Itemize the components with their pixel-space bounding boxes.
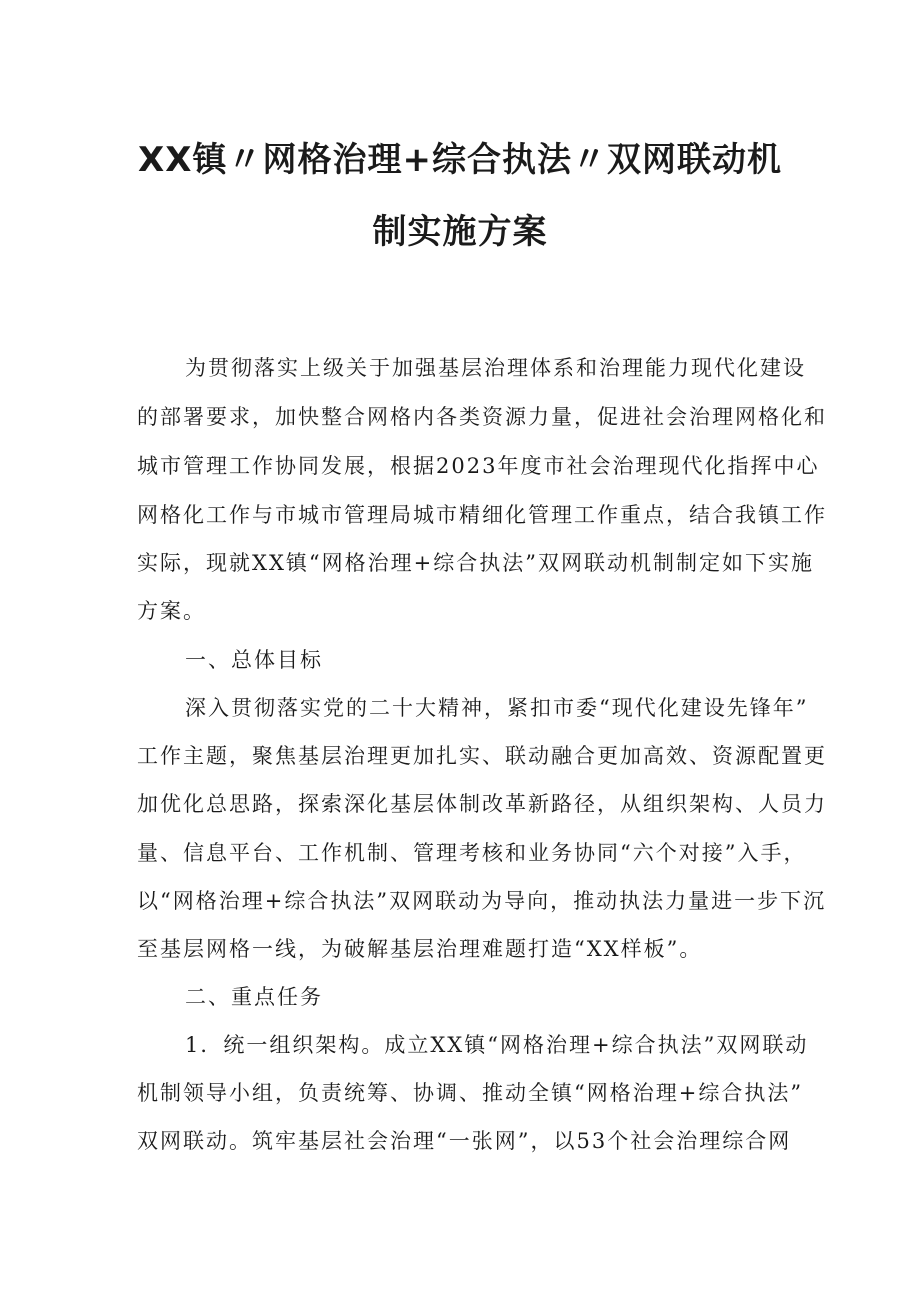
body-text-line: 网格化工作与市城市管理局城市精细化管理工作重点，结合我镇工作 xyxy=(137,503,827,527)
section-heading: 一、总体目标 xyxy=(185,648,323,672)
body-text-line: 方案。 xyxy=(137,599,206,623)
body-text-line: 量、信息平台、工作机制、管理考核和业务协同“六个对接”入手， xyxy=(137,841,807,865)
body-text-line: 工作主题，聚焦基层治理更加扎实、联动融合更加高效、资源配置更 xyxy=(137,744,827,768)
document-title-line-1: XX镇〃网格治理+综合执法〃双网联动机 xyxy=(138,140,782,180)
body-text-line: 机制领导小组，负责统筹、协调、推动全镇“网格治理+综合执法” xyxy=(137,1081,804,1105)
body-text-line: 以“网格治理+综合执法”双网联动为导向，推动执法力量进一步下沉 xyxy=(137,889,827,913)
body-text-line: 实际，现就XX镇“网格治理+综合执法”双网联动机制制定如下实施 xyxy=(137,551,814,575)
body-text-line: 深入贯彻落实党的二十大精神，紧扣市委“现代化建设先锋年” xyxy=(185,696,809,720)
body-text-line: 双网联动。筑牢基层社会治理“一张网”，以53个社会治理综合网 xyxy=(137,1129,792,1153)
section-heading: 二、重点任务 xyxy=(185,985,323,1009)
body-text-line: 1．统一组织架构。成立XX镇“网格治理+综合执法”双网联动 xyxy=(185,1033,809,1057)
body-text-line: 加优化总思路，探索深化基层体制改革新路径，从组织架构、人员力 xyxy=(137,792,827,816)
body-text-line: 至基层网格一线，为破解基层治理难题打造“XX样板”。 xyxy=(137,937,703,961)
body-text-line: 为贯彻落实上级关于加强基层治理体系和治理能力现代化建设 xyxy=(185,356,806,380)
body-text-line: 城市管理工作协同发展，根据2023年度市社会治理现代化指挥中心 xyxy=(137,454,820,478)
document-title-line-2: 制实施方案 xyxy=(372,212,548,252)
body-text-line: 的部署要求，加快整合网格内各类资源力量，促进社会治理网格化和 xyxy=(137,405,827,429)
